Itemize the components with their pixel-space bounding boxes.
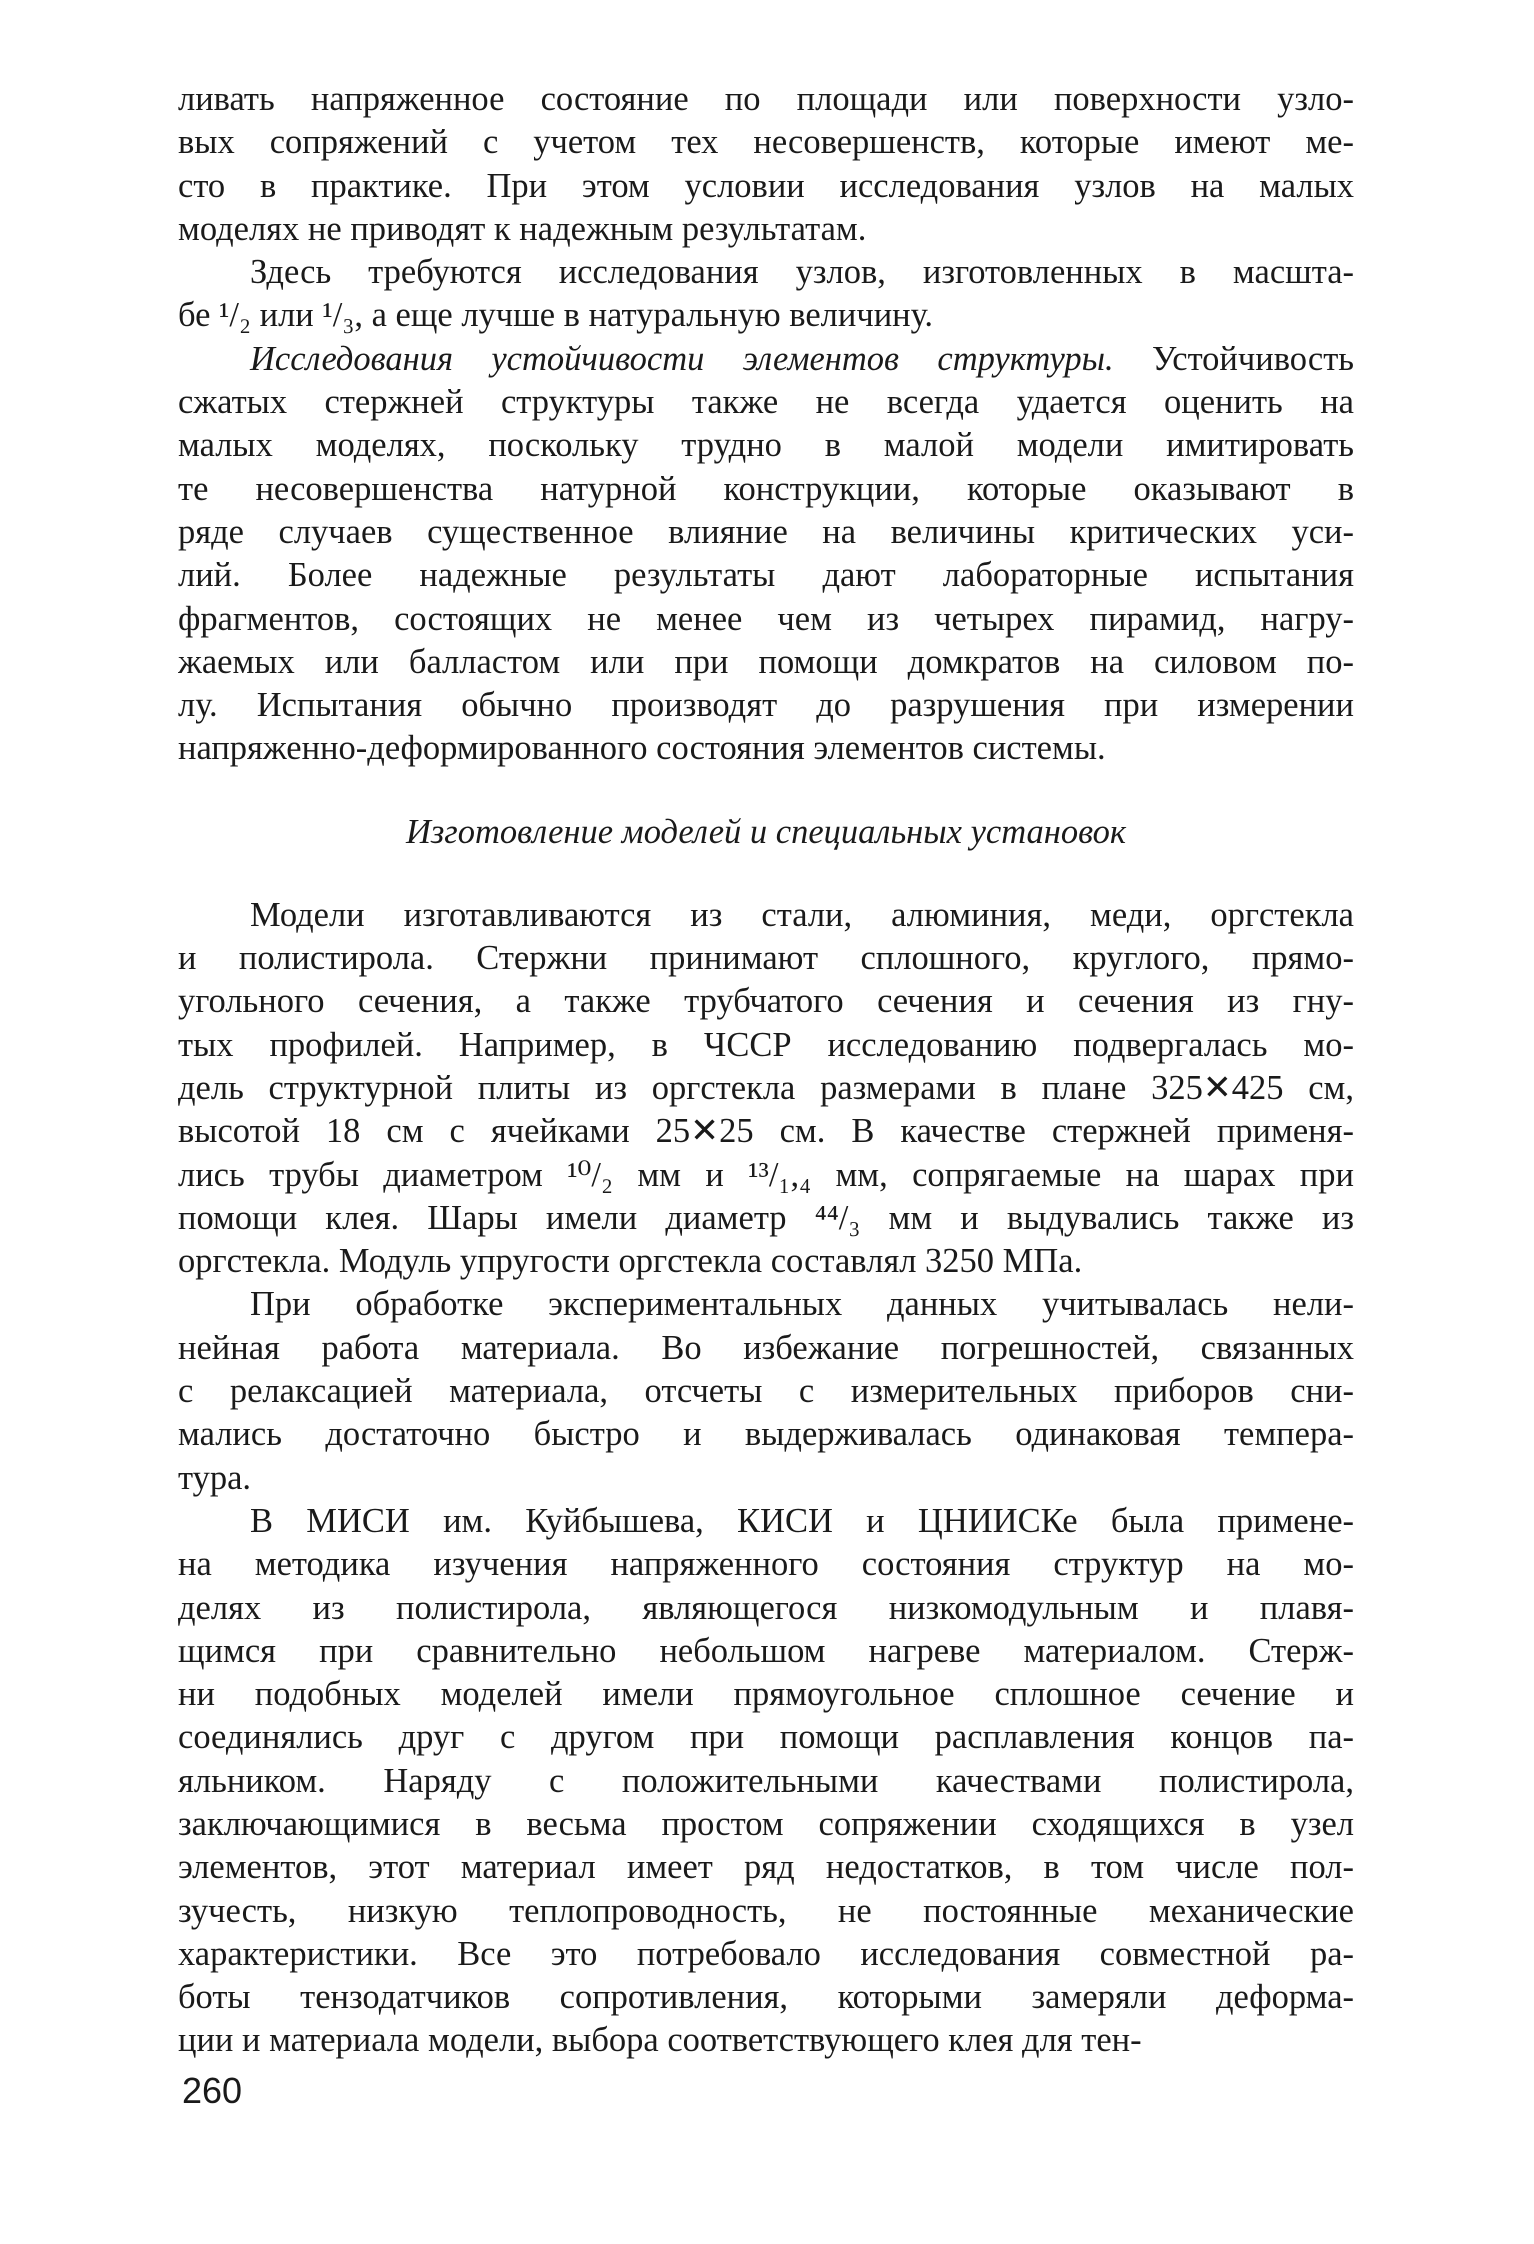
text-line: сто в практике. При этом условии исследования узлов на малых	[178, 166, 1354, 205]
text-line: помощи клея. Шары имели диаметр ⁴⁴/₃ мм и выдувались также из	[178, 1198, 1354, 1237]
text-line: сжатых стержней структуры также не всегда удается оценить на	[178, 383, 1354, 422]
paragraph	[178, 338, 1354, 771]
text-line: боты тензодатчиков сопротивления, которыми замеряли деформа-	[178, 1978, 1354, 2017]
text-line: В МИСИ им. Куйбышева, КИСИ и ЦНИИСКе была примене-	[250, 1501, 1354, 1540]
page-body	[178, 78, 1354, 2063]
text-line: соединялись друг с другом при помощи расплавления концов па-	[178, 1718, 1354, 1757]
paragraph	[178, 78, 1354, 251]
bottom-paragraphs	[178, 894, 1354, 2063]
text-line: высотой 18 см с ячейками 25✕25 см. В качестве стержней применя-	[178, 1112, 1354, 1151]
paragraph	[178, 1283, 1354, 1499]
text-line: мались достаточно быстро и выдерживалась одинаковая темпера-	[178, 1415, 1354, 1454]
paragraph	[178, 894, 1354, 1284]
text-line: элементов, этот материал имеет ряд недостатков, в том числе пол-	[178, 1848, 1354, 1887]
text-line: напряженно-деформированного состояния элементов системы.	[178, 729, 1106, 768]
text-line: жаемых или балластом или при помощи домкратов на силовом по-	[178, 642, 1354, 681]
paragraph	[178, 251, 1354, 338]
paragraph	[178, 1500, 1354, 2063]
text-line: бе ¹/₂ или ¹/₃, а еще лучше в натуральную величину.	[178, 296, 934, 335]
text-line: тых профилей. Например, в ЧССР исследованию подвергалась мо-	[178, 1025, 1354, 1064]
text-line: тура.	[178, 1458, 252, 1497]
text-line: ни подобных моделей имели прямоугольное сплошное сечение и	[178, 1675, 1354, 1714]
text-line: ливать напряженное состояние по площади или поверхности узло-	[178, 80, 1354, 118]
text-line: вых сопряжений с учетом тех несовершенств, которые имеют ме-	[178, 123, 1354, 162]
text-line: и полистирола. Стержни принимают сплошного, круглого, прямо-	[178, 939, 1354, 978]
text-line: лу. Испытания обычно производят до разрушения при измерении	[178, 686, 1354, 725]
text-line: щимся при сравнительно небольшом нагреве материалом. Стерж-	[178, 1631, 1354, 1670]
page-number: 260	[182, 2070, 243, 2111]
text-line: делях из полистирола, являющегося низкомодульным и плавя-	[178, 1588, 1354, 1627]
text-line	[178, 338, 1354, 381]
text-line: Здесь требуются исследования узлов, изготовленных в масшта-	[250, 253, 1354, 292]
text-line: лий. Более надежные результаты дают лабораторные испытания	[178, 556, 1354, 595]
text-line: При обработке экспериментальных данных учитывалась нели-	[250, 1285, 1354, 1324]
text-line: на методика изучения напряженного состояния структур на мо-	[178, 1545, 1354, 1584]
text-line: оргстекла. Модуль упругости оргстекла составлял 3250 МПа.	[178, 1242, 1083, 1281]
top-paragraphs	[178, 78, 1354, 771]
text-line: угольного сечения, а также трубчатого сечения и сечения из гну-	[178, 982, 1354, 1021]
text-line: ряде случаев существенное влияние на величины критических уси-	[178, 512, 1354, 551]
text-line: малых моделях, поскольку трудно в малой модели имитировать	[178, 426, 1354, 465]
text-line: заключающимися в весьма простом сопряжении сходящихся в узел	[178, 1804, 1354, 1843]
text-line: нейная работа материала. Во избежание погрешностей, связанных	[178, 1328, 1354, 1367]
section-heading: Изготовление моделей и специальных установок	[405, 812, 1127, 851]
text-line: моделях не приводят к надежным результатам.	[178, 209, 867, 248]
text-line: лись трубы диаметром ¹⁰/₂ мм и ¹³/₁,₄ мм, сопрягаемые на шарах при	[178, 1155, 1354, 1194]
text-run: Устойчивость	[1113, 339, 1354, 378]
text-line: Модели изготавливаются из стали, алюминия, меди, оргстекла	[250, 895, 1354, 934]
italic-run-in-heading: Исследования устойчивости элементов структуры.	[250, 339, 1114, 378]
text-line: зучесть, низкую теплопроводность, не постоянные механические	[178, 1891, 1354, 1930]
text-line: дель структурной плиты из оргстекла размерами в плане 325✕425 см,	[178, 1068, 1354, 1107]
text-line: характеристики. Все это потребовало исследования совместной ра-	[178, 1934, 1354, 1973]
text-line: фрагментов, состоящих не менее чем из четырех пирамид, нагру-	[178, 599, 1354, 638]
text-line: с релаксацией материала, отсчеты с измерительных приборов сни-	[178, 1372, 1354, 1411]
text-line: ции и материала модели, выбора соответствующего клея для тен-	[178, 2021, 1142, 2060]
text-line: яльником. Наряду с положительными качествами полистирола,	[178, 1761, 1354, 1800]
text-line: те несовершенства натурной конструкции, которые оказывают в	[178, 469, 1354, 508]
